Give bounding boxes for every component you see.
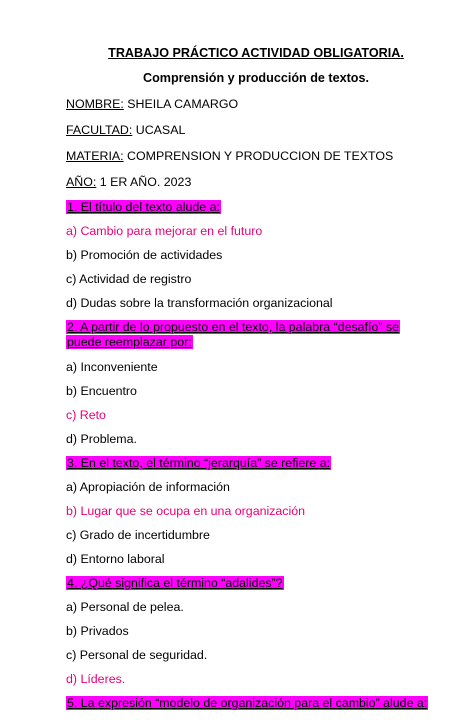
- field-materia-label: MATERIA:: [66, 149, 124, 163]
- question-3-text: 3. En el texto, el término “jerarquía” se refiere a:: [67, 456, 331, 470]
- question-1-option-a: a) Cambio para mejorar en el futuro: [66, 224, 263, 238]
- question-1-option-d: d) Dudas sobre la transformación organizacional: [66, 296, 333, 310]
- question-2-option-a: a) Inconveniente: [66, 360, 158, 374]
- question-5-text: 5. La expresión “modelo de organización para el cambio” alude a:: [67, 696, 428, 710]
- field-nombre: [66, 97, 446, 111]
- field-facultad: [66, 123, 446, 137]
- field-anio-value: 1 ER AÑO. 2023: [96, 175, 192, 189]
- question-1: [66, 200, 446, 214]
- document-subtitle: Comprensión y producción de textos.: [142, 71, 370, 85]
- document-page: [66, 46, 446, 720]
- question-1-text: 1. El título del texto alude a:: [67, 200, 220, 214]
- question-3-option-d: d) Entorno laboral: [66, 552, 165, 566]
- question-2-option-b: b) Encuentro: [66, 384, 137, 398]
- question-2-option-d: d) Problema.: [66, 432, 137, 446]
- question-2-text: 2. A partir de lo propuesto en el texto, la palabra “desafío” se puede reemplazar por:: [67, 320, 399, 349]
- question-4-option-d: d) Líderes.: [66, 672, 126, 686]
- field-facultad-value: UCASAL: [132, 123, 186, 137]
- question-3-option-c: c) Grado de incertidumbre: [66, 528, 210, 542]
- question-2-option-c: c) Reto: [66, 408, 106, 422]
- field-anio-label: AÑO:: [66, 175, 97, 189]
- question-3-option-a: a) Apropiación de información: [66, 480, 230, 494]
- question-4-text: 4. ¿Qué significa el término “adalides”?: [67, 576, 283, 590]
- document-title: [66, 46, 446, 60]
- document-title-text: TRABAJO PRÁCTICO ACTIVIDAD OBLIGATORIA: [108, 46, 401, 60]
- question-4-option-b: b) Privados: [66, 624, 129, 638]
- question-1-option-c: c) Actividad de registro: [66, 272, 192, 286]
- question-3: [66, 456, 446, 470]
- question-1-option-b: b) Promoción de actividades: [66, 248, 223, 262]
- question-4-option-c: c) Personal de seguridad.: [66, 648, 208, 662]
- question-3-option-b: b) Lugar que se ocupa en una organización: [66, 504, 306, 518]
- question-2: [66, 320, 446, 350]
- field-nombre-label: NOMBRE:: [66, 97, 124, 111]
- field-materia: [66, 149, 446, 163]
- field-nombre-value: SHEILA CAMARGO: [123, 97, 239, 111]
- field-facultad-label: FACULTAD:: [66, 123, 133, 137]
- question-5: [66, 696, 446, 710]
- question-4-option-a: a) Personal de pelea.: [66, 600, 184, 614]
- field-materia-value: COMPRENSION Y PRODUCCION DE TEXTOS: [123, 149, 394, 163]
- document-title-period: .: [400, 46, 404, 60]
- field-anio: [66, 175, 446, 189]
- question-4: [66, 576, 446, 590]
